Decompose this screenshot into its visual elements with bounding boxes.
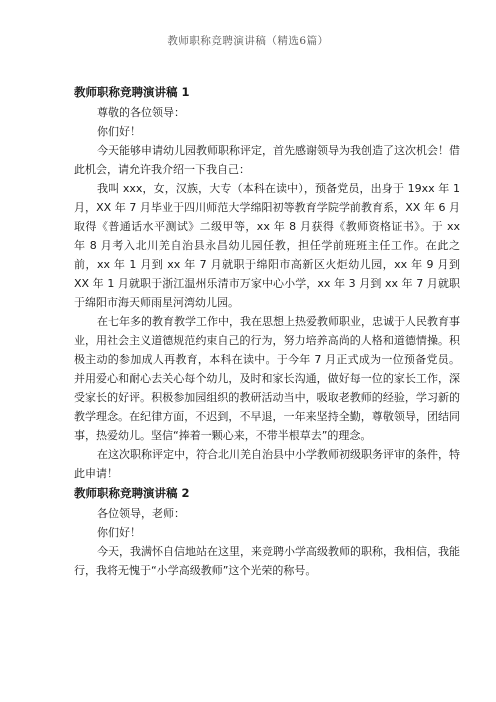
section-title: 教师职称竞聘演讲稿 2 (74, 486, 190, 500)
paragraph: 各位领导，老师： (97, 507, 185, 520)
paragraph: 今天能够申请幼儿园教师职称评定，首先感谢领导为我创造了这次机会！借此机会，请允许我介绍一下我自己： (74, 144, 460, 176)
paragraph: 你们好！ (97, 125, 141, 138)
document-header: 教师职称竞聘演讲稿（精选6篇） (167, 35, 329, 47)
paragraph: 你们好！ (97, 526, 141, 539)
section-title: 教师职称竞聘演讲稿 1 (74, 85, 190, 99)
paragraph: 我叫 xxx，女，汉族，大专（本科在读中），预备党员，出身于 19xx 年 1 月，XX 年 7 月毕业于四川师范大学绵阳初等教育学院学前教育系，XX 年 6 月取得《普通话水平测试》二级甲等，xx 年 8 月获得《教师资格证书》。于 xx 年 8 月考入北川羌自治县永昌幼儿园任教，担任学前班班主任工作。在此之前，xx 年 1 月到 xx 年 7 月就职于绵阳市高新区火炬幼儿园，xx 年 9 月到 XX 年 1 月就职于浙江温州乐清市万家中心小学，xx 年 3 月到 xx 年 7 月就职于绵阳市海天师雨星河湾幼儿园。 (74, 182, 460, 309)
section-2 (74, 483, 460, 580)
document-body (74, 82, 460, 580)
paragraph: 今天，我满怀自信地站在这里，来竞聘小学高级教师的职称，我相信，我能行，我将无愧于“小学高级教师”这个光荣的称号。 (74, 545, 460, 577)
paragraph: 尊敬的各位领导： (97, 106, 185, 119)
section-1 (74, 82, 460, 483)
paragraph: 在七年多的教育教学工作中，我在思想上热爱教师职业，忠诚于人民教育事业，用社会主义道德规范约束自己的行为，努力培养高尚的人格和道德情操。积极主动的参加成人再教育，本科在读中。于今年 7 月正式成为一位预备党员。并用爱心和耐心去关心每个幼儿，及时和家长沟通，做好每一位的家长工作，深受家长的好评。积极参加园组织的教研活动当中，吸取老教师的经验，学习新的教学理念。在纪律方面，不迟到，不早退，一年来坚持全勤，尊敬领导，团结同事，热爱幼儿。坚信“捧着一颗心来，不带半根草去”的理念。 (74, 315, 460, 442)
paragraph: 在这次职称评定中，符合北川羌自治县中小学教师初级职务评审的条件，特此申请！ (74, 448, 460, 480)
